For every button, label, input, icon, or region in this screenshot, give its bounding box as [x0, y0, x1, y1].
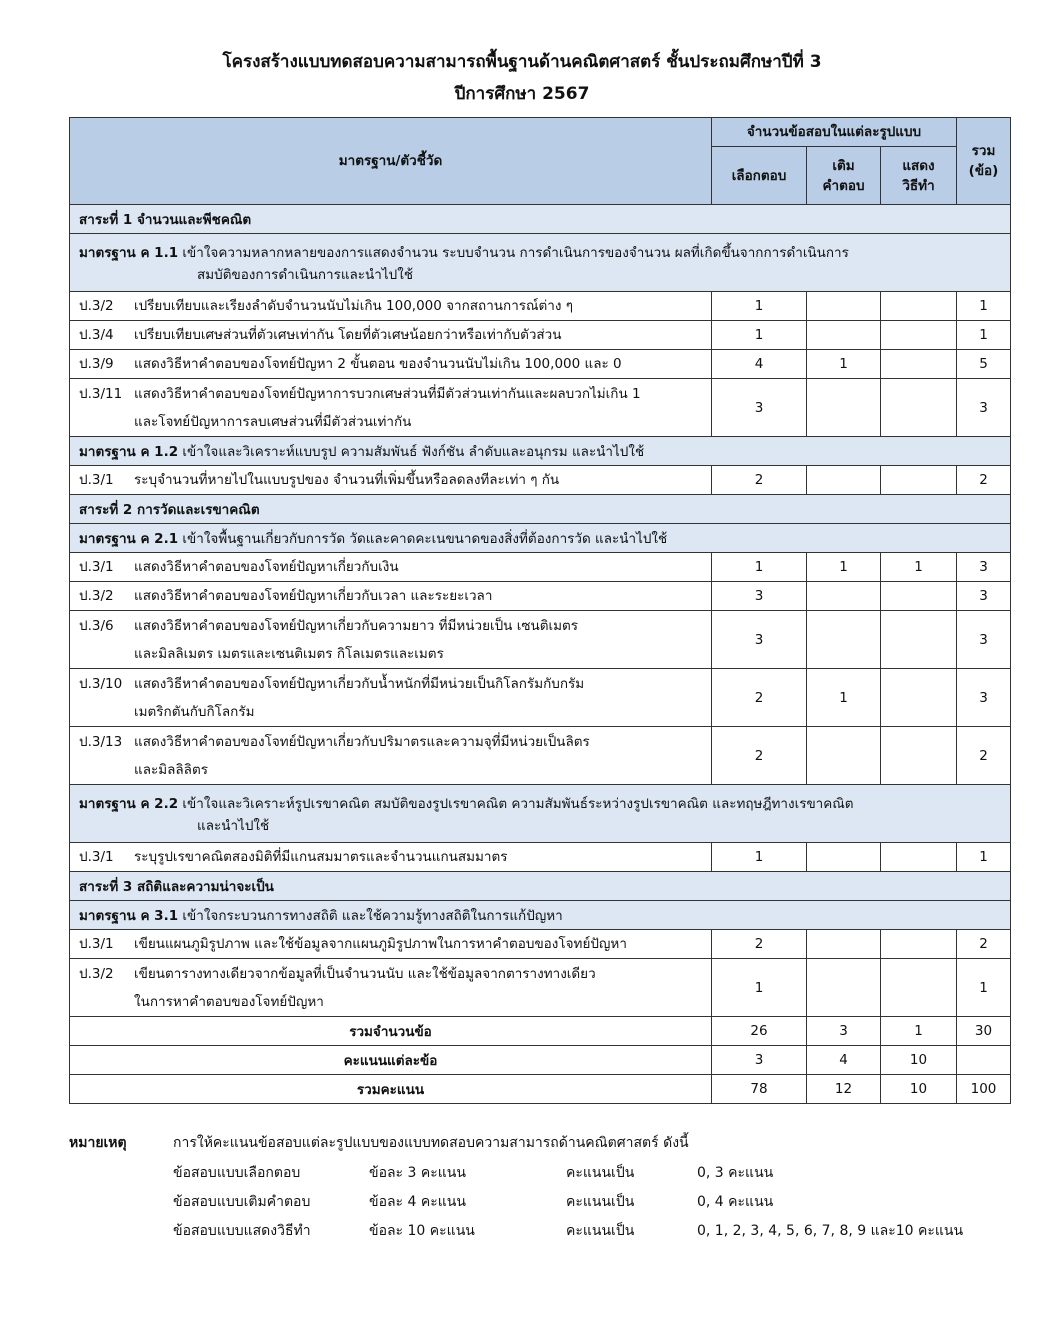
header-fill-line2: คำตอบ [822, 177, 865, 194]
table-row [70, 379, 1011, 437]
summary-mc: 26 [712, 1017, 807, 1046]
fill-count [807, 611, 881, 669]
summary-show: 10 [881, 1046, 957, 1075]
fill-count [807, 466, 881, 495]
total-count: 3 [957, 379, 1011, 437]
indicator-cell [70, 959, 712, 1017]
indicator-cell [70, 292, 712, 321]
fill-count [807, 582, 881, 611]
total-count: 3 [957, 669, 1011, 727]
fill-count [807, 292, 881, 321]
indicator-cell [70, 321, 712, 350]
summary-fill: 12 [807, 1075, 881, 1104]
standard-text: เข้าใจพื้นฐานเกี่ยวกับการวัด วัดและคาดคะเนขนาดของสิ่งที่ต้องการวัด และนำไปใช้ [182, 531, 668, 547]
mc-count: 2 [712, 466, 807, 495]
standard-row [70, 524, 1011, 553]
indicator-text: เปรียบเทียบและเรียงลำดับจำนวนนับไม่เกิน 100,000 จากสถานการณ์ต่าง ๆ [134, 298, 574, 314]
total-count: 1 [957, 321, 1011, 350]
mc-count: 1 [712, 843, 807, 872]
header-total-line2: (ข้อ) [968, 163, 999, 179]
fill-count [807, 379, 881, 437]
standard-text: เข้าใจและวิเคราะห์แบบรูป ความสัมพันธ์ ฟังก์ชัน ลำดับและอนุกรม และนำไปใช้ [182, 444, 645, 460]
summary-row [70, 1017, 1011, 1046]
summary-label: รวมจำนวนข้อ [70, 1017, 712, 1046]
table-row [70, 959, 1011, 1017]
table-row [70, 292, 1011, 321]
test-structure-table [69, 117, 1011, 1104]
indicator-cell [70, 930, 712, 959]
standard-row [70, 785, 1011, 843]
note-each: ข้อละ 3 คะแนน [369, 1165, 466, 1181]
standard-text-cont: และนำไปใช้ [197, 817, 270, 834]
summary-fill: 4 [807, 1046, 881, 1075]
fill-count: 1 [807, 553, 881, 582]
indicator-code: ป.3/9 [79, 356, 114, 372]
total-count: 2 [957, 930, 1011, 959]
table-row [70, 321, 1011, 350]
indicator-text: แสดงวิธีหาคำตอบของโจทย์ปัญหาเกี่ยวกับปริมาตรและความจุที่มีหน่วยเป็นลิตร [134, 733, 590, 750]
mc-count: 3 [712, 379, 807, 437]
fill-count [807, 727, 881, 785]
header-count-group: จำนวนข้อสอบในแต่ละรูปแบบ [712, 118, 957, 147]
standard-label: มาตรฐาน ค 1.2 [79, 444, 179, 460]
show-count [881, 321, 957, 350]
note-values: 0, 4 คะแนน [697, 1194, 774, 1210]
mc-count: 1 [712, 321, 807, 350]
mc-count: 3 [712, 611, 807, 669]
show-count [881, 582, 957, 611]
header-fill-answer [807, 147, 881, 205]
mc-count: 1 [712, 553, 807, 582]
show-count [881, 292, 957, 321]
indicator-cell [70, 350, 712, 379]
indicator-cell [70, 582, 712, 611]
indicator-cell [70, 379, 712, 437]
table-row [70, 553, 1011, 582]
table-row [70, 350, 1011, 379]
indicator-code: ป.3/1 [79, 472, 114, 488]
fill-count: 1 [807, 350, 881, 379]
note-score-label: คะแนนเป็น [566, 1223, 635, 1239]
mc-count: 3 [712, 582, 807, 611]
summary-mc: 3 [712, 1046, 807, 1075]
indicator-text: แสดงวิธีหาคำตอบของโจทย์ปัญหาเกี่ยวกับเวลา และระยะเวลา [134, 588, 493, 604]
indicator-text: เขียนแผนภูมิรูปภาพ และใช้ข้อมูลจากแผนภูมิรูปภาพในการหาคำตอบของโจทย์ปัญหา [134, 936, 627, 952]
standard-row [70, 234, 1011, 292]
mc-count: 2 [712, 930, 807, 959]
indicator-code: ป.3/1 [79, 559, 114, 575]
standard-row [70, 901, 1011, 930]
indicator-code: ป.3/2 [79, 588, 114, 604]
show-count [881, 669, 957, 727]
header-show-line2: วิธีทำ [902, 177, 935, 194]
note-type: ข้อสอบแบบเลือกตอบ [173, 1165, 301, 1181]
indicator-text: แสดงวิธีหาคำตอบของโจทย์ปัญหาเกี่ยวกับเงิน [134, 559, 399, 575]
summary-label: คะแนนแต่ละข้อ [70, 1046, 712, 1075]
total-count: 3 [957, 582, 1011, 611]
indicator-cell [70, 611, 712, 669]
show-count [881, 727, 957, 785]
document-subtitle: ปีการศึกษา 2567 [454, 84, 590, 104]
fill-count: 1 [807, 669, 881, 727]
mc-count: 1 [712, 959, 807, 1017]
note-each: ข้อละ 4 คะแนน [369, 1194, 466, 1210]
table-row [70, 727, 1011, 785]
show-count [881, 379, 957, 437]
summary-show: 1 [881, 1017, 957, 1046]
indicator-text-cont: ในการหาคำตอบของโจทย์ปัญหา [134, 993, 324, 1010]
indicator-code: ป.3/10 [79, 675, 123, 692]
standard-label: มาตรฐาน ค 3.1 [79, 908, 179, 924]
mc-count: 2 [712, 727, 807, 785]
total-count: 2 [957, 727, 1011, 785]
indicator-code: ป.3/4 [79, 327, 114, 343]
section-title: สาระที่ 3 สถิติและความน่าจะเป็น [70, 872, 1011, 901]
total-count: 1 [957, 843, 1011, 872]
indicator-code: ป.3/11 [79, 385, 123, 402]
show-count [881, 843, 957, 872]
header-multiple-choice: เลือกตอบ [712, 147, 807, 205]
indicator-text-cont: และมิลลิเมตร เมตรและเซนติเมตร กิโลเมตรและเมตร [134, 645, 444, 662]
note-type: ข้อสอบแบบเติมคำตอบ [173, 1194, 311, 1210]
notes-heading: หมายเหตุ [69, 1135, 127, 1151]
mc-count: 2 [712, 669, 807, 727]
table-row [70, 611, 1011, 669]
note-score-label: คะแนนเป็น [566, 1165, 635, 1181]
indicator-code: ป.3/13 [79, 733, 123, 750]
indicator-text: แสดงวิธีหาคำตอบของโจทย์ปัญหาเกี่ยวกับความยาว ที่มีหน่วยเป็น เซนติเมตร [134, 617, 579, 634]
fill-count [807, 959, 881, 1017]
total-count: 1 [957, 292, 1011, 321]
indicator-text-cont: และมิลลิลิตร [134, 761, 208, 778]
header-show-line1: แสดง [902, 157, 935, 174]
table-row [70, 930, 1011, 959]
summary-total: 30 [957, 1017, 1011, 1046]
standard-label: มาตรฐาน ค 1.1 [79, 244, 179, 261]
fill-count [807, 843, 881, 872]
section-title: สาระที่ 1 จำนวนและพีชคณิต [70, 205, 1011, 234]
table-row [70, 843, 1011, 872]
total-count: 2 [957, 466, 1011, 495]
indicator-code: ป.3/1 [79, 849, 114, 865]
table-row [70, 669, 1011, 727]
standard-text-cont: สมบัติของการดำเนินการและนำไปใช้ [197, 266, 413, 283]
show-count [881, 466, 957, 495]
indicator-text-cont: และโจทย์ปัญหาการลบเศษส่วนที่มีตัวส่วนเท่ากัน [134, 413, 412, 430]
mc-count: 4 [712, 350, 807, 379]
indicator-cell [70, 553, 712, 582]
header-show-work [881, 147, 957, 205]
note-values: 0, 3 คะแนน [697, 1165, 774, 1181]
indicator-code: ป.3/1 [79, 936, 114, 952]
show-count [881, 350, 957, 379]
table-row [70, 582, 1011, 611]
note-score-label: คะแนนเป็น [566, 1194, 635, 1210]
total-count: 3 [957, 611, 1011, 669]
indicator-cell [70, 669, 712, 727]
summary-label: รวมคะแนน [70, 1075, 712, 1104]
fill-count [807, 321, 881, 350]
indicator-cell [70, 727, 712, 785]
indicator-code: ป.3/2 [79, 965, 114, 982]
note-values: 0, 1, 2, 3, 4, 5, 6, 7, 8, 9 และ10 คะแนน [697, 1223, 964, 1239]
header-fill-line1: เติม [832, 157, 855, 174]
standard-text: เข้าใจและวิเคราะห์รูปเรขาคณิต สมบัติของรูปเรขาคณิต ความสัมพันธ์ระหว่างรูปเรขาคณิต และทฤษฎีทางเรขาคณิต [182, 795, 854, 812]
standard-text: เข้าใจความหลากหลายของการแสดงจำนวน ระบบจำนวน การดำเนินการของจำนวน ผลที่เกิดขึ้นจากการดำเนินการ [182, 244, 849, 261]
summary-row [70, 1046, 1011, 1075]
total-count: 1 [957, 959, 1011, 1017]
summary-row [70, 1075, 1011, 1104]
indicator-cell [70, 843, 712, 872]
show-count [881, 611, 957, 669]
show-count [881, 959, 957, 1017]
header-total [957, 118, 1011, 205]
indicator-text: แสดงวิธีหาคำตอบของโจทย์ปัญหา 2 ขั้นตอน ของจำนวนนับไม่เกิน 100,000 และ 0 [134, 356, 622, 372]
standard-row [70, 437, 1011, 466]
header-total-line1: รวม [971, 143, 996, 159]
total-count: 3 [957, 553, 1011, 582]
indicator-text: แสดงวิธีหาคำตอบของโจทย์ปัญหาการบวกเศษส่วนที่มีตัวส่วนเท่ากันและผลบวกไม่เกิน 1 [134, 385, 641, 402]
fill-count [807, 930, 881, 959]
indicator-text: เขียนตารางทางเดียวจากข้อมูลที่เป็นจำนวนนับ และใช้ข้อมูลจากตารางทางเดียว [134, 965, 596, 982]
table-row [70, 466, 1011, 495]
note-type: ข้อสอบแบบแสดงวิธีทำ [173, 1223, 311, 1239]
summary-mc: 78 [712, 1075, 807, 1104]
summary-total [957, 1046, 1011, 1075]
indicator-cell [70, 466, 712, 495]
show-count: 1 [881, 553, 957, 582]
note-each: ข้อละ 10 คะแนน [369, 1223, 475, 1239]
notes-intro: การให้คะแนนข้อสอบแต่ละรูปแบบของแบบทดสอบความสามารถด้านคณิตศาสตร์ ดังนี้ [173, 1135, 689, 1151]
header-indicator: มาตรฐาน/ตัวชี้วัด [70, 118, 712, 205]
summary-show: 10 [881, 1075, 957, 1104]
document-title: โครงสร้างแบบทดสอบความสามารถพื้นฐานด้านคณิตศาสตร์ ชั้นประถมศึกษาปีที่ 3 [222, 52, 822, 72]
indicator-code: ป.3/2 [79, 298, 114, 314]
standard-label: มาตรฐาน ค 2.1 [79, 531, 179, 547]
indicator-text: ระบุรูปเรขาคณิตสองมิติที่มีแกนสมมาตรและจำนวนแกนสมมาตร [134, 849, 508, 865]
indicator-text: เปรียบเทียบเศษส่วนที่ตัวเศษเท่ากัน โดยที่ตัวเศษน้อยกว่าหรือเท่ากับตัวส่วน [134, 327, 562, 343]
section-title: สาระที่ 2 การวัดและเรขาคณิต [70, 495, 1011, 524]
mc-count: 1 [712, 292, 807, 321]
summary-total: 100 [957, 1075, 1011, 1104]
total-count: 5 [957, 350, 1011, 379]
indicator-text: ระบุจำนวนที่หายไปในแบบรูปของ จำนวนที่เพิ่มขึ้นหรือลดลงทีละเท่า ๆ กัน [134, 472, 560, 488]
indicator-text: แสดงวิธีหาคำตอบของโจทย์ปัญหาเกี่ยวกับน้ำหนักที่มีหน่วยเป็นกิโลกรัมกับกรัม [134, 675, 585, 692]
standard-text: เข้าใจกระบวนการทางสถิติ และใช้ความรู้ทางสถิติในการแก้ปัญหา [182, 908, 563, 924]
indicator-code: ป.3/6 [79, 617, 114, 634]
standard-label: มาตรฐาน ค 2.2 [79, 795, 179, 812]
show-count [881, 930, 957, 959]
summary-fill: 3 [807, 1017, 881, 1046]
indicator-text-cont: เมตริกตันกับกิโลกรัม [134, 703, 255, 720]
